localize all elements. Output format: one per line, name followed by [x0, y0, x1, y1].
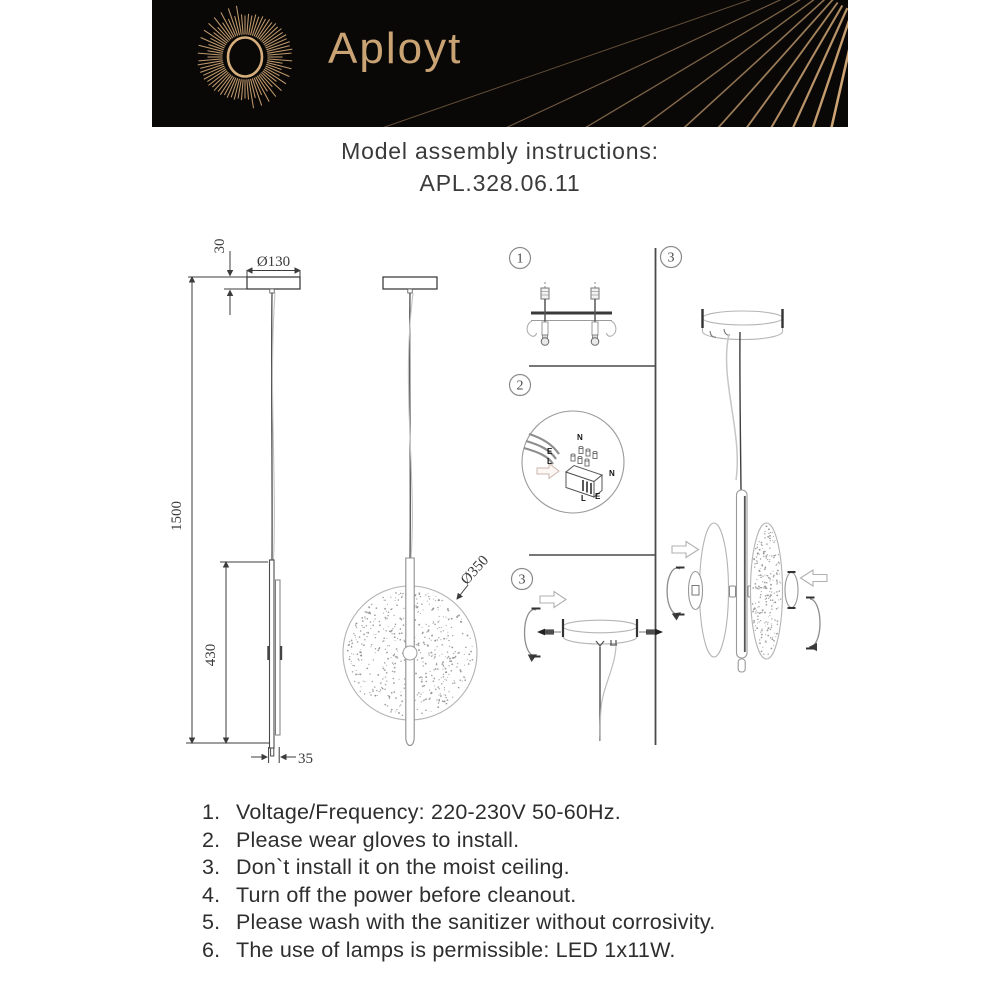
- item-number: 1.: [202, 800, 221, 824]
- pendant-front-view: [343, 277, 477, 746]
- direction-arrow-icon: [672, 542, 699, 558]
- item-text: Please wear gloves to install.: [236, 827, 520, 852]
- step1-badge: [510, 248, 531, 269]
- item-number: 5.: [202, 910, 221, 935]
- brand-name: Aployt: [328, 24, 463, 73]
- step3-right-badge: [661, 247, 682, 268]
- speckled-disc: [751, 523, 783, 659]
- title-block: [0, 138, 1000, 197]
- list-item: [202, 937, 862, 965]
- wire-label-e-left: E: [547, 447, 553, 456]
- assembly-drawing: [150, 228, 850, 798]
- step1-mounting-diagram: [527, 282, 616, 345]
- item-text: Please wash with the sanitizer without corrosivity.: [236, 910, 716, 935]
- wire-label-n-top: N: [577, 433, 583, 442]
- step2-wiring-diagram: [522, 411, 624, 513]
- step3-right-number: 3: [667, 250, 675, 266]
- instructions-list: [202, 799, 862, 965]
- list-item: [202, 882, 862, 910]
- banner-art: [152, 0, 848, 127]
- step2-badge: [510, 375, 531, 396]
- item-number: 4.: [202, 882, 221, 907]
- step3-mid-number: 3: [518, 572, 526, 588]
- step3-mid-badge: [512, 569, 533, 590]
- item-text: Don`t install it on the moist ceiling.: [236, 855, 570, 880]
- step1-number: 1: [516, 251, 524, 267]
- wire-label-n-right: N: [609, 469, 615, 478]
- item-number: 6.: [202, 937, 221, 962]
- step3-assembly-diagram: [667, 309, 827, 672]
- wire-label-e-bottom: E: [595, 492, 601, 501]
- list-item: [202, 909, 862, 937]
- page-title: Model assembly instructions:: [341, 138, 659, 164]
- item-text: Turn off the power before cleanout.: [236, 882, 577, 907]
- step2-number: 2: [516, 378, 524, 394]
- item-text: The use of lamps is permissible: LED 1x11W.: [236, 937, 676, 962]
- dim-canopy-diameter-label: Ø130: [256, 254, 291, 270]
- wire-label-l-left: L: [547, 457, 552, 466]
- item-number: 2.: [202, 827, 221, 852]
- list-item: [202, 799, 862, 827]
- dim-bar-length-label: 430: [203, 643, 219, 667]
- dim-canopy-height-label: 30: [212, 238, 228, 254]
- item-text: Voltage/Frequency: 220-230V 50-60Hz.: [236, 800, 621, 824]
- item-number: 3.: [202, 855, 221, 880]
- list-item: [202, 827, 862, 855]
- smooth-disc: [700, 523, 729, 657]
- wire-label-l-bottom: L: [581, 494, 586, 503]
- direction-arrow-icon: [801, 570, 828, 586]
- pendant-side-view: [247, 277, 300, 756]
- dim-bar-thickness-label: 35: [298, 751, 313, 767]
- model-number: APL.328.06.11: [419, 170, 581, 196]
- header-banner: [152, 0, 848, 127]
- dim-overall-height-label: 1500: [169, 501, 185, 531]
- list-item: [202, 854, 862, 882]
- dim-disc-diameter-label: Ø350: [457, 552, 493, 589]
- step3-canopy-diagram: [525, 592, 663, 742]
- sunburst-logo-icon: [198, 6, 293, 108]
- direction-arrow-icon: [540, 592, 566, 608]
